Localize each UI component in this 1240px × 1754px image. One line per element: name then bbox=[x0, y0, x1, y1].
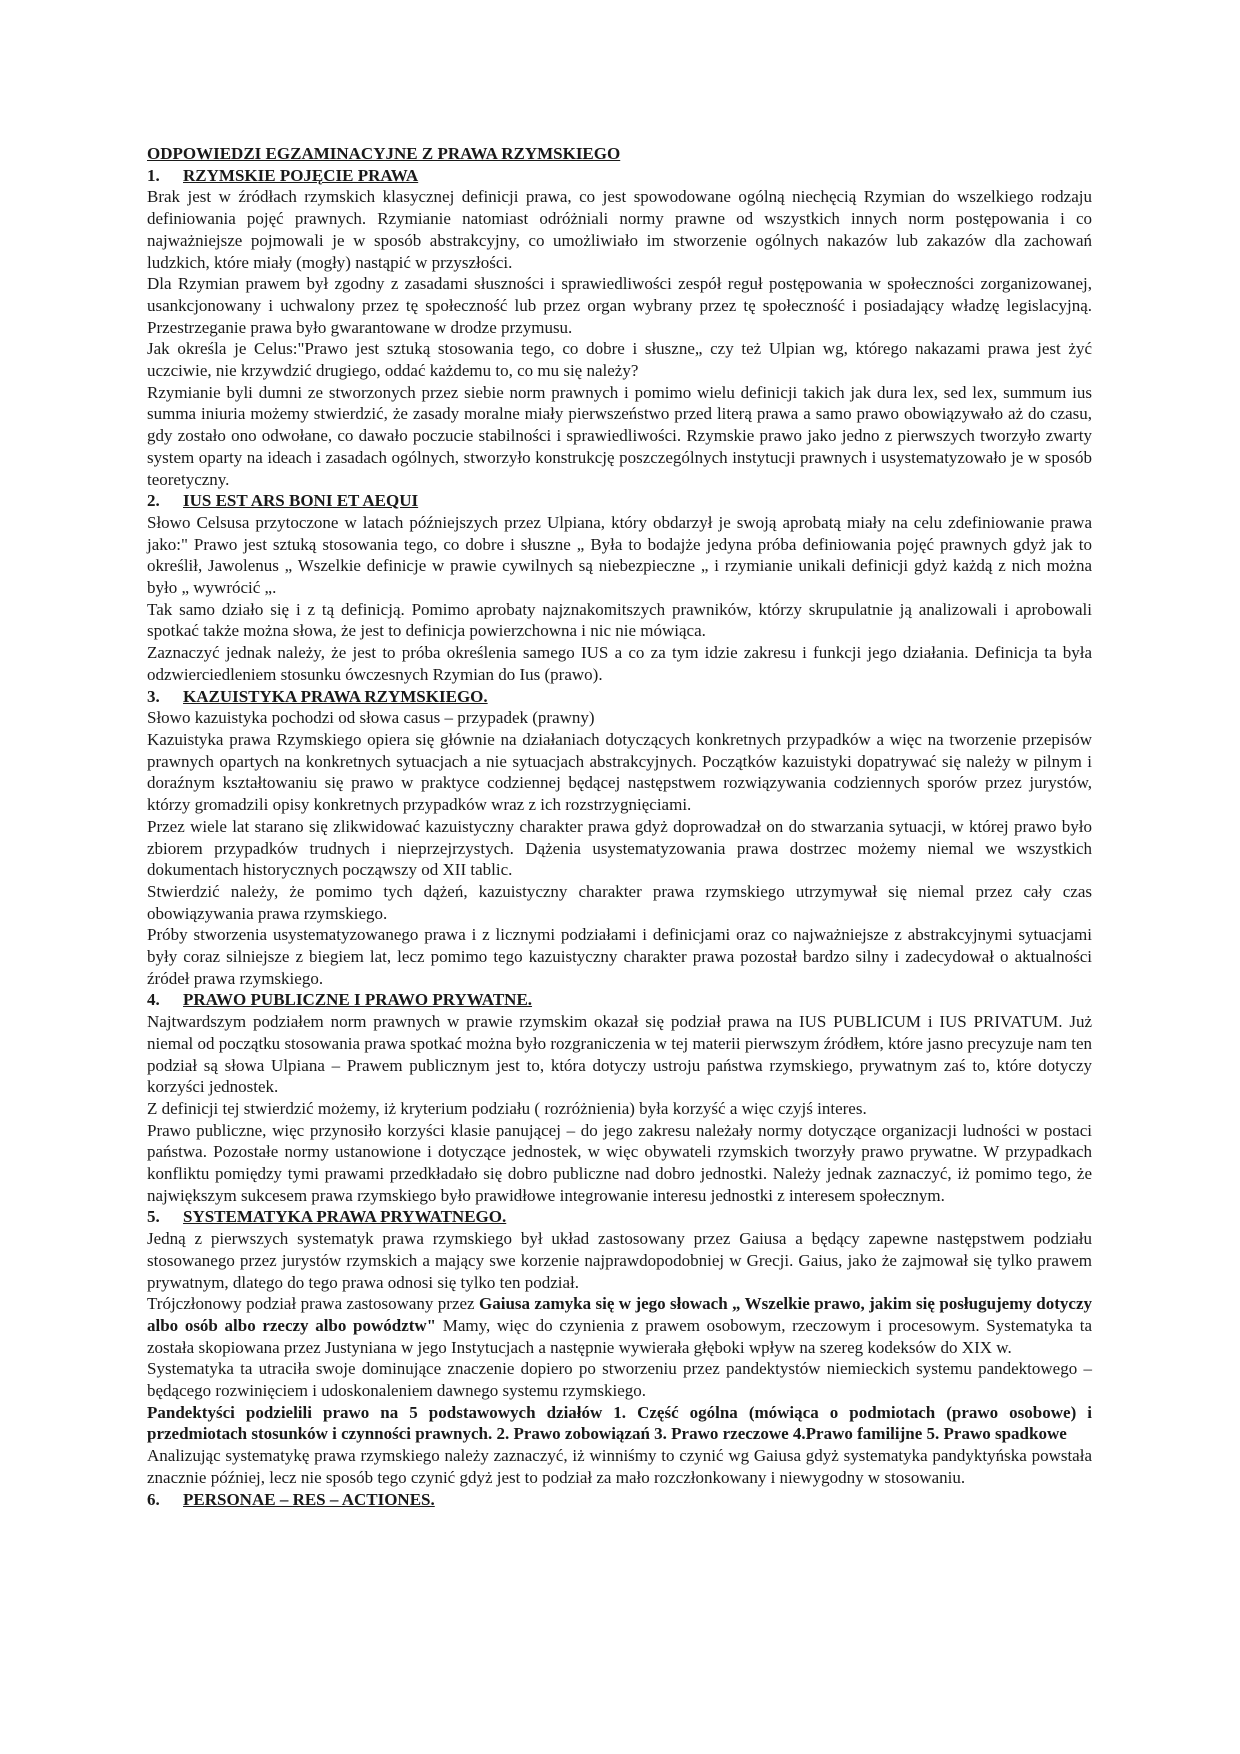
section-number: 1. bbox=[147, 165, 160, 185]
section-title: IUS EST ARS BONI ET AEQUI bbox=[183, 491, 419, 511]
section-number: 4. bbox=[147, 990, 160, 1010]
paragraph-text: Trójczłonowy podział prawa zastosowany przez bbox=[147, 1294, 479, 1314]
bold-paragraph: Pandektyści podzielili prawo na 5 podstawowych działów 1. Część ogólna (mówiąca o podmiotach (prawo osobowe) i przedmiotach stosunków i czynności prawnych. 2. Prawo zobowiązań 3. Prawo rzeczowe 4.Prawo familijne 5. Prawo spadkowe bbox=[147, 1402, 1092, 1444]
section-heading bbox=[147, 165, 1092, 187]
bold-quote: Gaiusa zamyka się w jego słowach „ Wszelkie prawo, jakim się posługujemy dotyczy albo osób albo rzeczy albo powództw" bbox=[147, 1294, 1092, 1335]
section-number: 2. bbox=[147, 491, 160, 511]
paragraph: Prawo publiczne, więc przynosiło korzyści klasie panującej – do jego zakresu należały normy dotyczące organizacji ludności w postaci państwa. Pozostałe normy ustanowione i dotyczące jednostek, w więc obywateli rzymskich tworzyły prawo prywatne. W przypadkach konfliktu pomiędzy tymi prawami przedkładało się dobro publiczne nad dobro jednostki. Należy jednak zaznaczyć, iż pomimo tego, że największym sukcesem prawa rzymskiego było prawidłowe integrowanie interesu jednostki z interesem społecznym. bbox=[147, 1120, 1092, 1205]
paragraph: Kazuistyka prawa Rzymskiego opiera się głównie na działaniach dotyczących konkretnych przypadków a więc na tworzenie przepisów prawnych opartych na konkretnych sytuacjach a nie sytuacjach abstrakcyjnych. Początków kazuistyki dopatrywać się należy w pilnym i doraźnym kształtowaniu się prawo w praktyce codziennej będącej następstwem rozwiązywania codziennych sporów przez jurystów, którzy gromadzili opisy konkretnych przypadków wraz z ich rozstrzygnięciami. bbox=[147, 729, 1092, 815]
paragraph: Zaznaczyć jednak należy, że jest to próba określenia samego IUS a co za tym idzie zakresu i funkcji jego działania. Definicja ta była odzwierciedleniem stosunku ówczesnych Rzymian do Ius (prawo). bbox=[147, 643, 1092, 684]
section-heading bbox=[147, 989, 1092, 1011]
paragraph: Analizując systematykę prawa rzymskiego należy zaznaczyć, iż winniśmy to czynić wg Gaiusa gdyż systematyka pandyktyńska powstała znacznie później, lecz nie sposób tego czynić gdyż jest to podział za mało rozczłonkowany i niewygodny w stosowaniu. bbox=[147, 1446, 1092, 1487]
section-number: 6. bbox=[147, 1489, 160, 1509]
section-heading bbox=[147, 490, 1092, 512]
paragraph: Tak samo działo się i z tą definicją. Pomimo aprobaty najznakomitszych prawników, którzy skrupulatnie ją analizowali i aprobowali spotkać także można słowa, że jest to definicja powierzchowna i nic nie mówiąca. bbox=[147, 599, 1092, 641]
section-title: PERSONAE – RES – ACTIONES. bbox=[183, 1489, 435, 1509]
section-number: 3. bbox=[147, 686, 160, 706]
section-title: PRAWO PUBLICZNE I PRAWO PRYWATNE. bbox=[183, 990, 533, 1010]
paragraph: Słowo Celsusa przytoczone w latach późniejszych przez Ulpiana, który obdarzył je swoją aprobatą miały na celu zdefiniowanie prawa jako:" Prawo jest sztuką stosowania tego, co dobre i słuszne „ Była to bodajże jedyna próba definiowania pojęć prawnych gdyż jak to określił, Jawolenus „ Wszelkie definicje w prawie cywilnych są niebezpieczne „ i rzymianie unikali definicji gdyż każdą z nich można było „ wywrócić „. bbox=[147, 512, 1092, 598]
paragraph: Z definicji tej stwierdzić możemy, iż kryterium podziału ( rozróżnienia) była korzyść a więc czyjś interes. bbox=[147, 1098, 867, 1118]
document-title: ODPOWIEDZI EGZAMINACYJNE Z PRAWA RZYMSKIEGO bbox=[147, 144, 621, 163]
section-number: 5. bbox=[147, 1207, 160, 1227]
paragraph: Rzymianie byli dumni ze stworzonych przez siebie norm prawnych i pomimo wielu definicji takich jak dura lex, sed lex, summum ius summa iniuria możemy stwierdzić, że zasady moralne miały pierwszeństwo przed literą prawa a samo prawo obowiązywało aż do czasu, gdy zostało ono odwołane, co dawało poczucie stabilności i sprawiedliwości. Rzymskie prawo jako jedno z pierwszych tworzyło zwarty system oparty na ideach i zasadach ogólnych, stworzyło konstrukcję poszczególnych instytucji prawnych i usystematyzowało je w sposób teoretyczny. bbox=[147, 382, 1092, 489]
paragraph: Słowo kazuistyka pochodzi od słowa casus – przypadek (prawny) bbox=[147, 708, 595, 728]
section-heading bbox=[147, 1489, 1092, 1511]
paragraph-mixed bbox=[147, 1293, 1092, 1358]
paragraph: Najtwardszym podziałem norm prawnych w prawie rzymskim okazał się podział prawa na IUS PUBLICUM i IUS PRIVATUM. Już niemal od początku stosowania prawa spotkać można było rozgraniczenia w tej materii pierwszym źródłem, które jasno precyzuje nam ten podział są słowa Ulpiana – Prawem publicznym jest to, która dotyczy ustroju państwa rzymskiego, prywatnym zaś to, które dotyczy korzyści jednostek. bbox=[147, 1012, 1092, 1097]
section-title: SYSTEMATYKA PRAWA PRYWATNEGO. bbox=[183, 1207, 507, 1227]
document-page bbox=[147, 143, 1092, 1510]
paragraph: Jak określa je Celus:"Prawo jest sztuką stosowania tego, co dobre i słuszne„ czy też Ulpian wg, którego nakazami prawa jest żyć uczciwie, nie krzywdzić drugiego, oddać każdemu to, co mu się należy? bbox=[147, 339, 1092, 381]
paragraph: Jedną z pierwszych systematyk prawa rzymskiego był układ zastosowany przez Gaiusa a będący zapewne następstwem podziału stosowanego przez jurystów rzymskich a mający swe korzenie najprawdopodobniej w Grecji. Gaius, jako że zajmował się tylko prawem prywatnym, dlatego do tego prawa odnosi się tylko ten podział. bbox=[147, 1229, 1092, 1292]
section-heading bbox=[147, 686, 1092, 708]
section-title: RZYMSKIE POJĘCIE PRAWA bbox=[183, 165, 419, 185]
paragraph: Próby stworzenia usystematyzowanego prawa i z licznymi podziałami i definicjami oraz co najważniejsze z abstrakcyjnymi sytuacjami były coraz silniejsze z biegiem lat, lecz pomimo tego kazuistyczny charakter prawa pozostał bardzo silny i zadecydował o aktualności źródeł prawa rzymskiego. bbox=[147, 925, 1092, 988]
paragraph: Brak jest w źródłach rzymskich klasycznej definicji prawa, co jest spowodowane ogólną niechęcią Rzymian do wszelkiego rodzaju definiowania pojęć prawnych. Rzymianie natomiast odróżniali normy prawne od wszystkich innych norm postępowania i co najważniejsze pojmowali je w sposób abstrakcyjny, co umożliwiało im stworzenie ogólnych nakazów lub zakazów dla zachowań ludzkich, które miały (mogły) nastąpić w przyszłości. bbox=[147, 187, 1092, 272]
paragraph-text: Mamy, więc do czynienia z prawem osobowym, rzeczowym i procesowym. Systematyka ta została skopiowana przez Justyniana w jego Instytucjach a następnie wywierała głęboki wpływ na szereg kodeksów do XIX w. bbox=[147, 1315, 1092, 1357]
paragraph: Przez wiele lat starano się zlikwidować kazuistyczny charakter prawa gdyż doprowadzał on do stwarzania sytuacji, w której prawo było zbiorem przypadków trudnych i nieprzejrzystych. Dążenia usystematyzowania prawa dostrzec możemy niemal we wszystkich dokumentach historycznych począwszy od XII tablic. bbox=[147, 816, 1092, 880]
section-title: KAZUISTYKA PRAWA RZYMSKIEGO. bbox=[183, 686, 488, 706]
paragraph: Stwierdzić należy, że pomimo tych dążeń, kazuistyczny charakter prawa rzymskiego utrzymywał się niemal przez cały czas obowiązywania prawa rzymskiego. bbox=[147, 881, 1092, 923]
paragraph: Dla Rzymian prawem był zgodny z zasadami słuszności i sprawiedliwości zespół reguł postępowania w społeczności zorganizowanej, usankcjonowany i uchwalony przez tę społeczność lub przez organ wybrany przez tę społeczność i posiadający władzę legislacyjną. Przestrzeganie prawa było gwarantowane w drodze przymusu. bbox=[147, 274, 1092, 337]
section-heading bbox=[147, 1206, 1092, 1228]
paragraph: Systematyka ta utraciła swoje dominujące znaczenie dopiero po stworzeniu przez pandektystów niemieckich systemu pandektowego – będącego rozwinięciem i udoskonaleniem dawnego systemu rzymskiego. bbox=[147, 1359, 1092, 1401]
